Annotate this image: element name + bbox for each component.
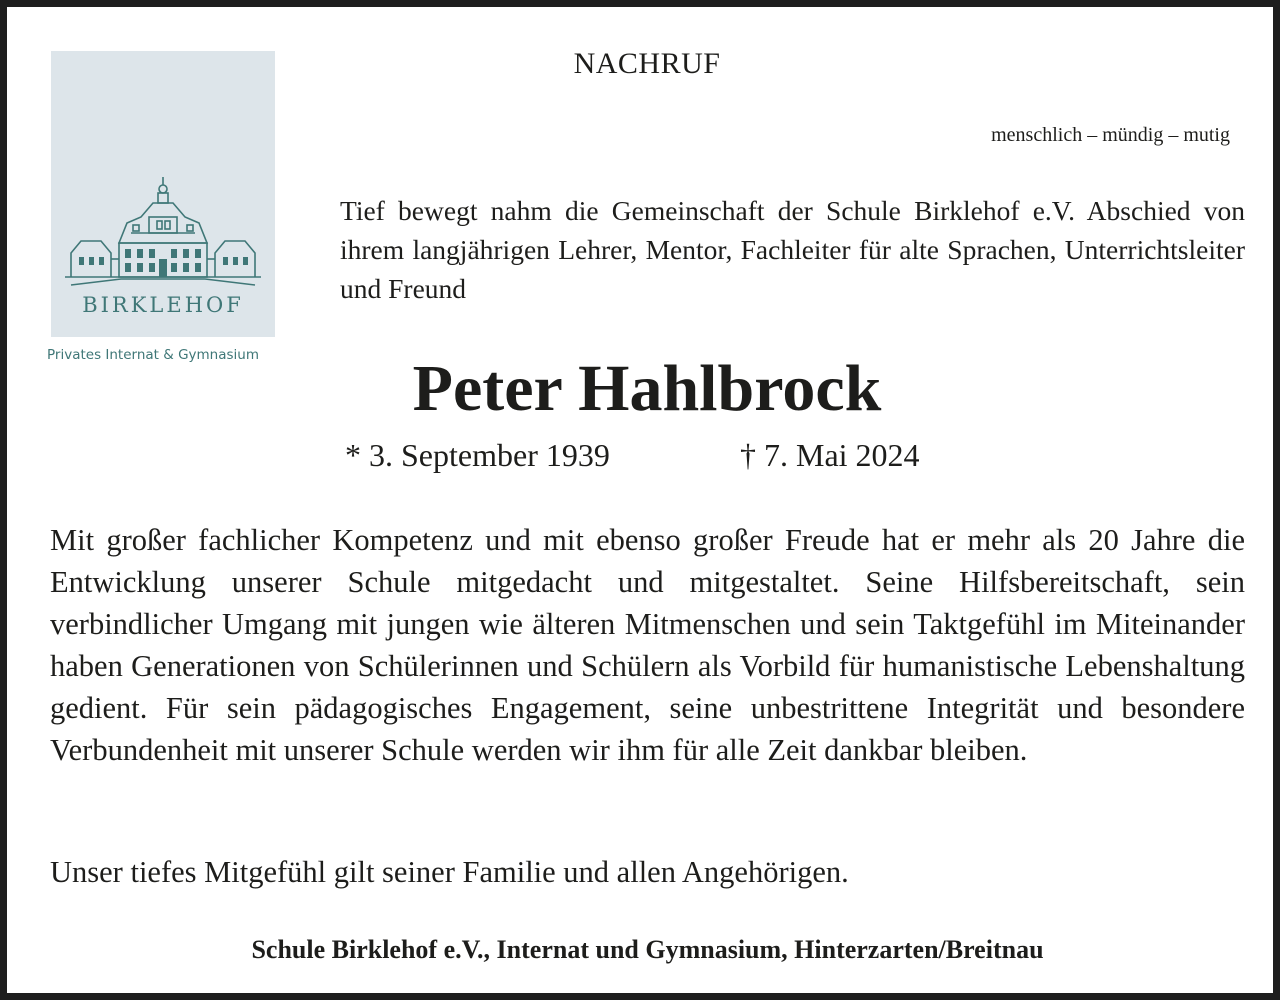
logo-wordmark: BIRKLEHOF xyxy=(82,293,244,317)
birth-date: * 3. September 1939 xyxy=(345,437,610,473)
school-logo xyxy=(51,51,275,337)
death-date: † 7. Mai 2024 xyxy=(740,437,920,473)
condolence-line: Unser tiefes Mitgefühl gilt seiner Familie und allen Angehörigen. xyxy=(50,855,849,889)
tribute-paragraph: Mit großer fachlicher Kompetenz und mit ebenso großer Freude hat er mehr als 20 Jahre die Entwicklung unserer Schule mitgedacht und mitgestaltet. Seine Hilfsbereitschaft, sein verbindlicher Umgang mit jungen wie älteren Mitmenschen und sein Taktgefühl im Miteinander haben Generationen von Schülerinnen und Schülern als Vorbild für humanistische Lebenshaltung gedient. Für sein pädagogisches Engagement, seine unbestrittene Integrität und besondere Verbundenheit mit unserer Schule werden wir ihm für alle Zeit dankbar bleiben. xyxy=(50,523,1245,767)
school-building-icon xyxy=(61,173,265,293)
school-motto: menschlich – mündig – mutig xyxy=(991,124,1230,146)
notice-heading: NACHRUF xyxy=(573,47,721,80)
deceased-name: Peter Hahlbrock xyxy=(412,352,882,425)
signature-footer: Schule Birklehof e.V., Internat und Gymnasium, Hinterzarten/Breitnau xyxy=(251,935,1044,964)
logo-subtitle: Privates Internat & Gymnasium xyxy=(47,347,259,363)
intro-paragraph: Tief bewegt nahm die Gemeinschaft der Schule Birklehof e.V. Abschied von ihrem langjährigen Lehrer, Mentor, Fachleiter für alte Sprachen, Unterrichtsleiter und Freund xyxy=(340,195,1245,304)
